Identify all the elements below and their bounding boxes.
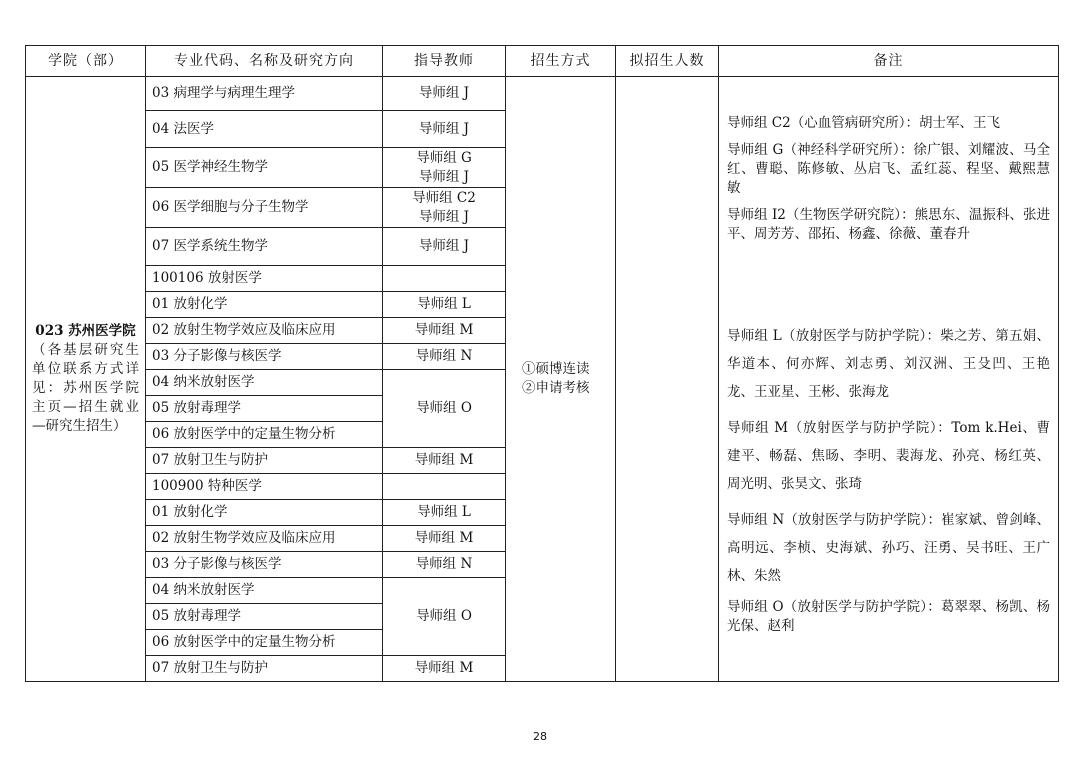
advisor-cell: 导师组 O [383, 370, 506, 448]
advisor-cell: 导师组 N [383, 344, 506, 370]
college-cell [26, 77, 146, 682]
advisor-cell [383, 266, 506, 292]
method-cell [506, 77, 616, 682]
advisor-cell: 导师组 N [383, 552, 506, 578]
remark-group-o: 导师组 O（放射医学与防护学院）：葛翠翠、杨凯、杨光保、赵利 [727, 599, 1050, 634]
advisor-cell: 导师组 J [383, 111, 506, 148]
college-name: 023 苏州医学院 [35, 323, 136, 339]
remarks-cell [719, 77, 1059, 682]
direction-cell: 03 分子影像与核医学 [146, 552, 383, 578]
direction-cell: 07 放射卫生与防护 [146, 656, 383, 682]
advisor-cell [383, 474, 506, 500]
advisor-cell: 导师组 O [383, 578, 506, 656]
advisor-cell: 导师组 M [383, 656, 506, 682]
direction-cell: 01 放射化学 [146, 292, 383, 318]
advisor-cell: 导师组 J [383, 77, 506, 111]
remark-group-l: 导师组 L（放射医学与防护学院）：柴之芳、第五娟、华道本、何亦辉、刘志勇、刘汉洲、王殳凹、王艳龙、王亚星、王彬、张海龙 [727, 328, 1050, 400]
header-method: 招生方式 [506, 46, 616, 77]
remark-group-n: 导师组 N（放射医学与防护学院）：崔家斌、曾剑峰、高明远、李桢、史海斌、孙巧、汪勇、吴书旺、王广林、朱然 [727, 512, 1050, 584]
page-number: 28 [533, 730, 547, 743]
advisor-cell: 导师组 J [383, 228, 506, 266]
remark-group-i2: 导师组 I2（生物医学研究院）：熊思东、温振科、张进平、周芳芳、邵拓、杨鑫、徐薇、董春升 [727, 207, 1050, 242]
advisor-cell: 导师组 M [383, 318, 506, 344]
direction-cell: 06 放射医学中的定量生物分析 [146, 630, 383, 656]
header-advisor: 指导教师 [383, 46, 506, 77]
direction-cell: 02 放射生物学效应及临床应用 [146, 526, 383, 552]
advisor-cell: 导师组 L [383, 500, 506, 526]
table-header-row [26, 46, 1059, 77]
remark-spacer [727, 252, 1050, 322]
direction-cell: 06 放射医学中的定量生物分析 [146, 422, 383, 448]
direction-cell: 05 放射毒理学 [146, 396, 383, 422]
direction-cell: 07 医学系统生物学 [146, 228, 383, 266]
method-item: ①硕博连读 [522, 361, 590, 377]
direction-cell: 01 放射化学 [146, 500, 383, 526]
admissions-table [25, 45, 1059, 682]
direction-cell: 05 放射毒理学 [146, 604, 383, 630]
direction-cell: 04 法医学 [146, 111, 383, 148]
direction-cell: 07 放射卫生与防护 [146, 448, 383, 474]
remark-group-m: 导师组 M（放射医学与防护学院）：Tom k.Hei、曹建平、畅磊、焦旸、李明、裴海龙、孙亮、杨红英、周光明、张昊文、张琦 [727, 420, 1050, 492]
direction-cell: 02 放射生物学效应及临床应用 [146, 318, 383, 344]
direction-cell: 05 医学神经生物学 [146, 148, 383, 188]
direction-cell: 03 病理学与病理生理学 [146, 77, 383, 111]
header-direction: 专业代码、名称及研究方向 [146, 46, 383, 77]
advisor-cell: 导师组 C2 导师组 J [383, 188, 506, 228]
header-college: 学院（部） [26, 46, 146, 77]
remark-group-g: 导师组 G（神经科学研究所）：徐广银、刘耀波、马全红、曹聪、陈修敏、丛启飞、孟红蕊、程坚、戴熙慧敏 [727, 142, 1050, 196]
major-heading-cell: 100106 放射医学 [146, 266, 383, 292]
remark-group-c2: 导师组 C2（心血管病研究所）：胡士军、王飞 [727, 115, 1000, 131]
direction-cell: 04 纳米放射医学 [146, 370, 383, 396]
college-note: （各基层研究生单位联系方式详见：苏州医学院主页—招生就业—研究生招生） [32, 342, 139, 434]
header-enroll-count: 拟招生人数 [616, 46, 719, 77]
advisor-cell: 导师组 M [383, 526, 506, 552]
advisor-cell: 导师组 G 导师组 J [383, 148, 506, 188]
enroll-count-cell [616, 77, 719, 682]
direction-cell: 04 纳米放射医学 [146, 578, 383, 604]
major-heading-cell: 100900 特种医学 [146, 474, 383, 500]
method-item: ②申请考核 [522, 380, 590, 396]
direction-cell: 06 医学细胞与分子生物学 [146, 188, 383, 228]
table-row [26, 77, 1059, 111]
advisor-cell: 导师组 L [383, 292, 506, 318]
advisor-cell: 导师组 M [383, 448, 506, 474]
header-remarks: 备注 [719, 46, 1059, 77]
direction-cell: 03 分子影像与核医学 [146, 344, 383, 370]
